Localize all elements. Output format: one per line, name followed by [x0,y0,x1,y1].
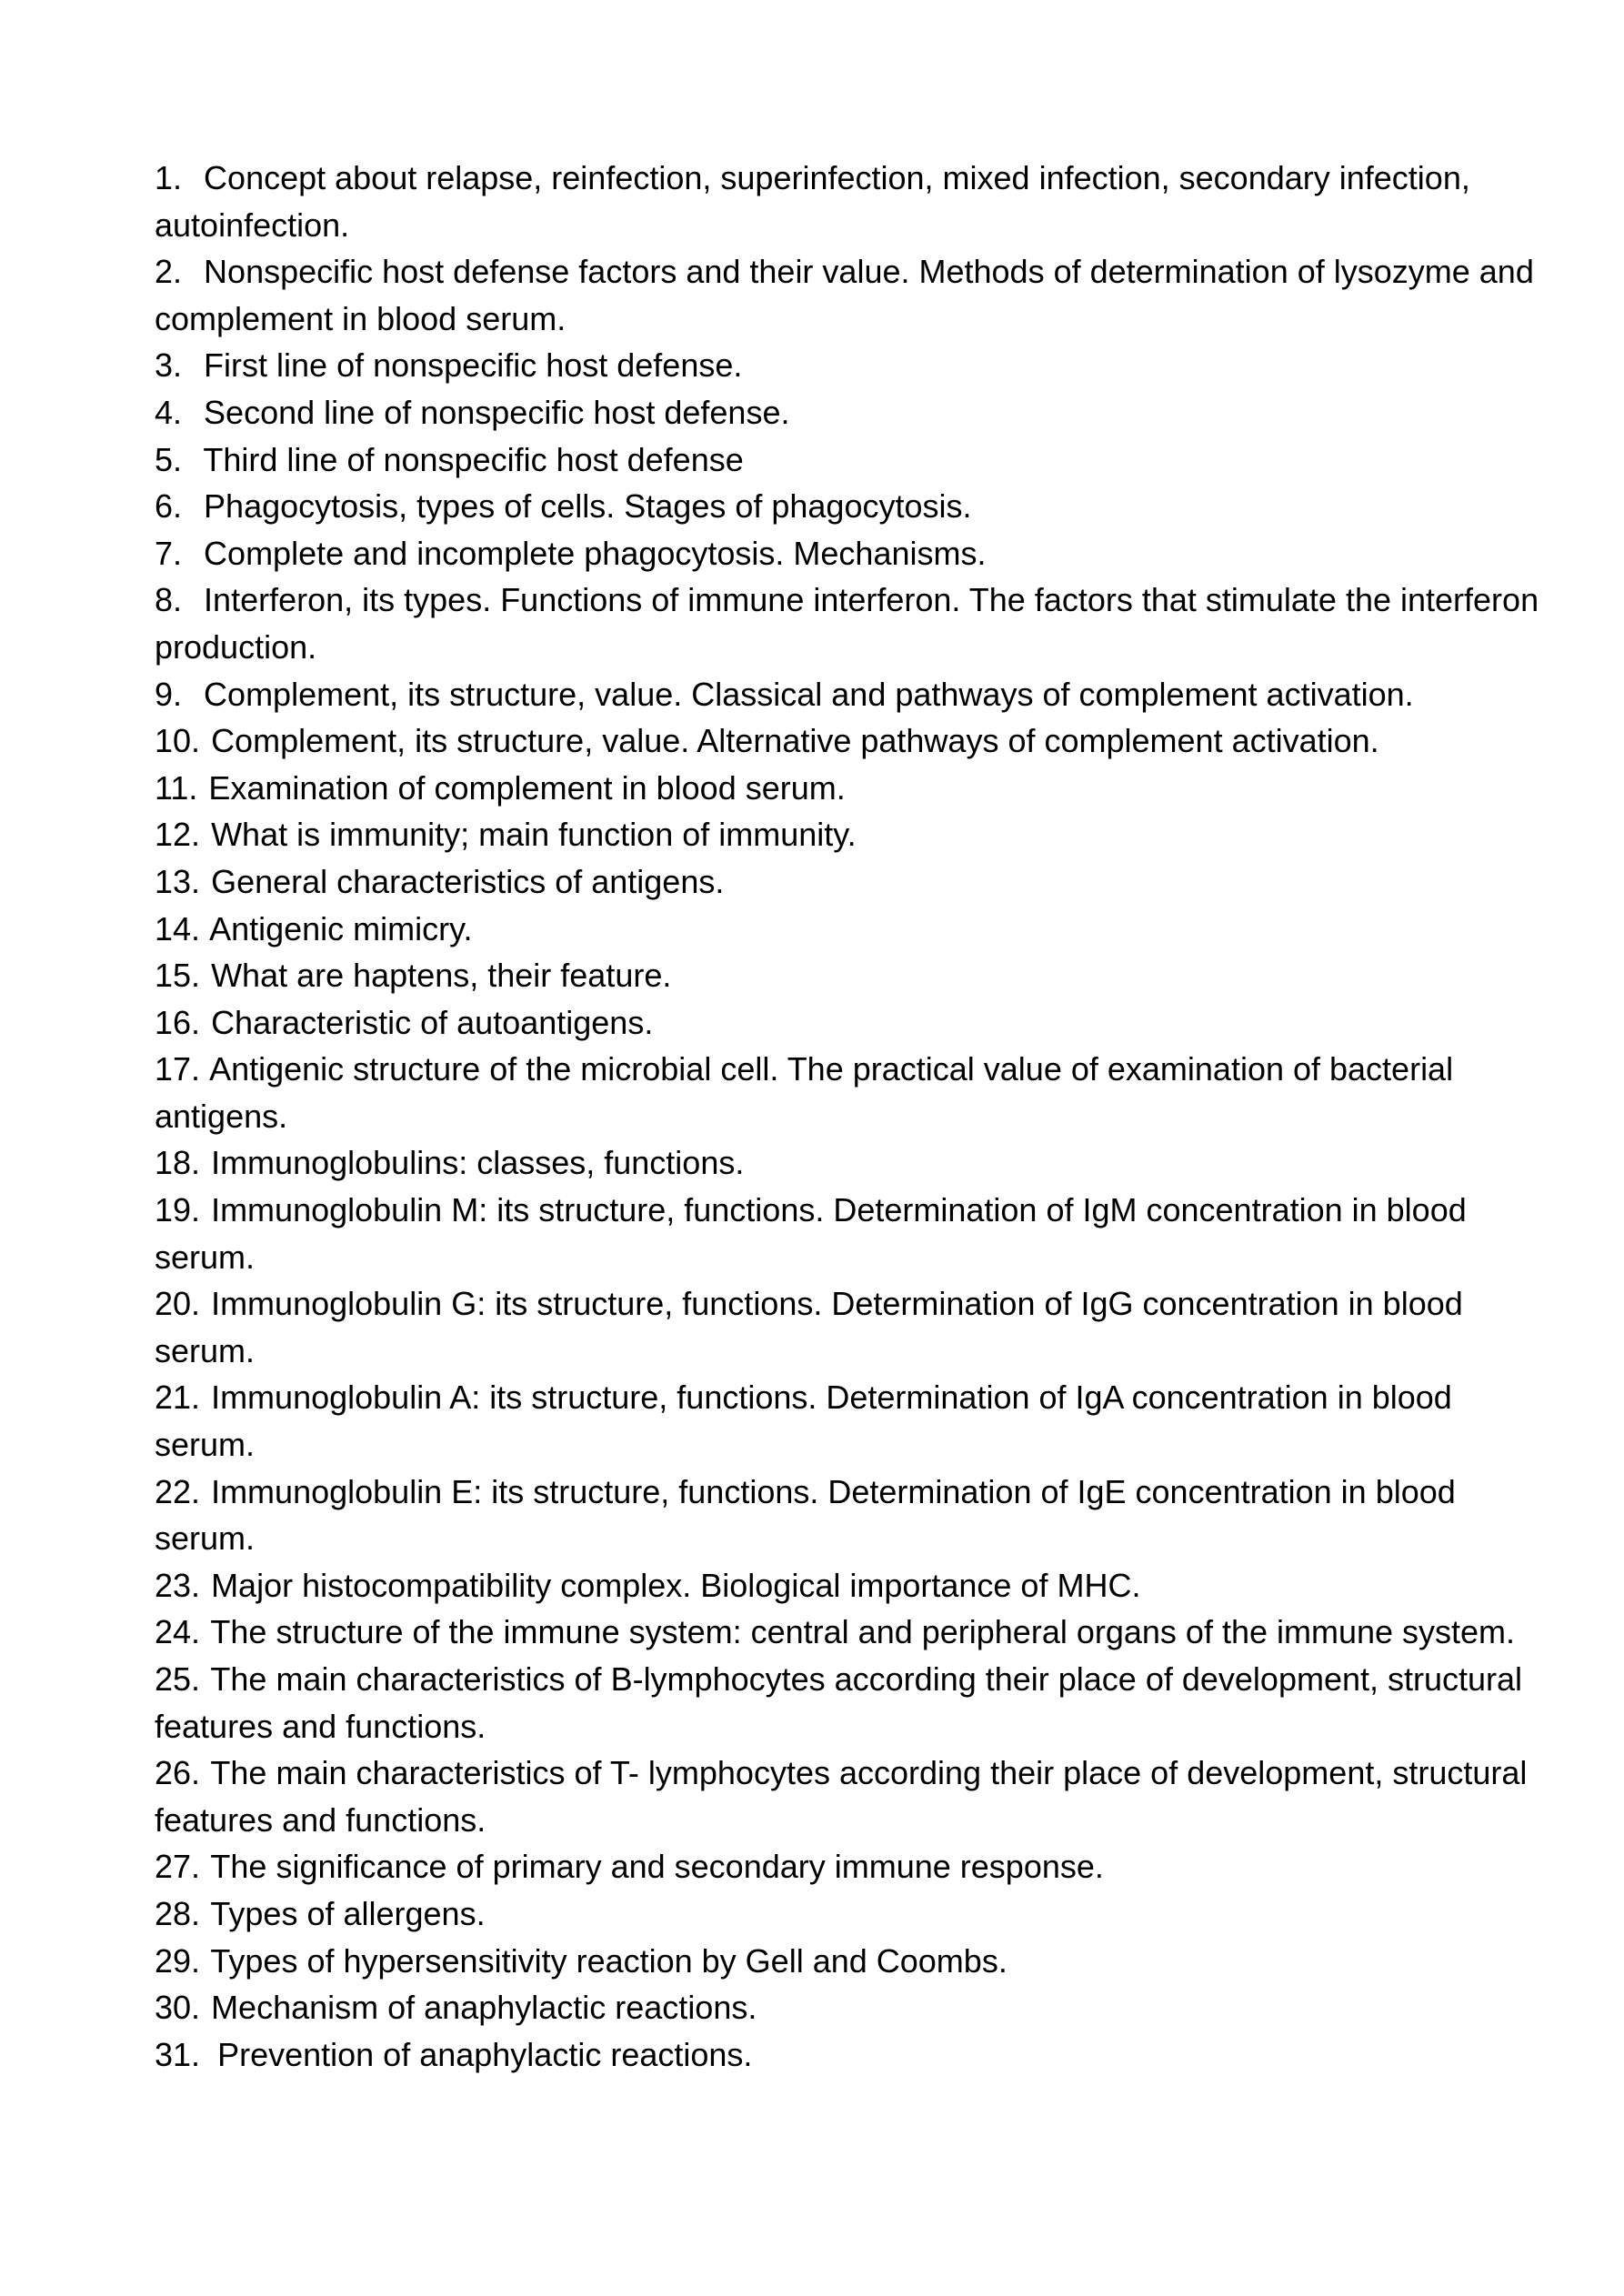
list-item [155,1984,1546,2031]
list-item [155,1843,1546,1890]
item-number: 19. [155,1191,201,1229]
item-number: 8. [155,581,183,619]
item-number: 28. [155,1894,201,1932]
item-text: The main characteristics of B-lymphocytes according their place of development, structural features and functions. [155,1660,1523,1745]
item-number: 21. [155,1379,201,1417]
item-text: Nonspecific host defense factors and their value. Methods of determination of lysozyme and complement in blood serum. [155,253,1534,337]
list-item [155,671,1546,718]
item-number: 2. [155,253,183,291]
list-item [155,1469,1546,1562]
item-number: 7. [155,534,183,572]
item-text: Third line of nonspecific host defense [203,440,744,478]
item-number: 16. [155,1003,201,1041]
item-text: Complement, its structure, value. Classical and pathways of complement activation. [204,675,1414,713]
item-number: 30. [155,1989,201,2027]
list-item [155,811,1546,858]
item-number: 25. [155,1660,201,1698]
item-text: Complete and incomplete phagocytosis. Mechanisms. [204,534,987,572]
item-text: Types of hypersensitivity reaction by Gell and Coombs. [210,1941,1007,1980]
list-item [155,1187,1546,1280]
item-number: 18. [155,1144,201,1182]
item-text: The main characteristics of T- lymphocytes according their place of development, structural features and functions. [155,1754,1528,1839]
item-text: Characteristic of autoantigens. [211,1003,654,1041]
item-text: Antigenic mimicry. [209,909,473,947]
list-item [155,389,1546,436]
item-text: Major histocompatibility complex. Biological importance of MHC. [211,1566,1141,1604]
item-text: Complement, its structure, value. Alternative pathways of complement activation. [211,722,1379,760]
list-item [155,342,1546,389]
list-item [155,155,1546,248]
item-text: Phagocytosis, types of cells. Stages of phagocytosis. [204,487,972,526]
item-text: Interferon, its types. Functions of immune interferon. The factors that stimulate the interferon production. [155,581,1539,666]
item-text: Immunoglobulins: classes, functions. [211,1144,745,1182]
list-item [155,1374,1546,1468]
question-list [155,155,1546,2078]
item-text: The significance of primary and secondary immune response. [210,1848,1104,1886]
item-text: Prevention of anaphylactic reactions. [217,2035,753,2073]
item-text: First line of nonspecific host defense. [204,346,743,385]
item-text: Antigenic structure of the microbial cell. The practical value of examination of bacterial antigens. [155,1050,1454,1135]
list-item [155,2031,1546,2079]
item-text: General characteristics of antigens. [211,862,725,900]
item-text: Second line of nonspecific host defense. [204,393,790,431]
item-text: The structure of the immune system: central and peripheral organs of the immune system. [210,1613,1516,1651]
item-number: 22. [155,1472,201,1510]
item-number: 5. [155,440,183,478]
item-number: 26. [155,1754,201,1792]
list-item [155,248,1546,342]
list-item [155,1609,1546,1656]
item-number: 23. [155,1566,201,1604]
list-item [155,483,1546,530]
list-item [155,906,1546,953]
item-text: Immunoglobulin A: its structure, functions. Determination of IgA concentration in blood serum. [155,1379,1452,1464]
list-item [155,1938,1546,1985]
item-number: 12. [155,816,201,854]
item-number: 29. [155,1941,201,1980]
item-number: 3. [155,346,183,385]
list-item [155,1139,1546,1187]
item-number: 17. [155,1050,201,1088]
list-item [155,1280,1546,1374]
item-number: 15. [155,957,201,995]
list-item [155,765,1546,812]
list-item [155,1890,1546,1938]
item-text: Immunoglobulin M: its structure, functions. Determination of IgM concentration in blood serum. [155,1191,1467,1276]
list-item [155,1046,1546,1139]
list-item [155,1562,1546,1609]
item-text: Immunoglobulin G: its structure, functions. Determination of IgG concentration in blood serum. [155,1285,1463,1369]
item-number: 20. [155,1285,201,1323]
item-number: 1. [155,159,183,196]
item-number: 9. [155,675,183,713]
item-number: 13. [155,862,201,900]
list-item [155,858,1546,906]
item-text: What are haptens, their feature. [211,957,672,995]
item-number: 11. [155,768,198,807]
item-number: 10. [155,722,201,760]
list-item [155,952,1546,999]
item-text: Concept about relapse, reinfection, superinfection, mixed infection, secondary infection, autoinfection. [155,159,1470,244]
item-text: Immunoglobulin E: its structure, functions. Determination of IgE concentration in blood serum. [155,1472,1456,1558]
item-number: 6. [155,487,183,526]
list-item [155,1750,1546,1843]
list-item [155,1656,1546,1750]
item-text: What is immunity; main function of immunity. [211,816,857,854]
item-text: Examination of complement in blood serum. [208,768,846,807]
item-number: 4. [155,393,183,431]
item-number: 31. [155,2035,201,2073]
list-item [155,530,1546,577]
item-text: Types of allergens. [210,1894,486,1932]
document-page [155,155,1546,2078]
list-item [155,999,1546,1047]
item-number: 24. [155,1613,201,1651]
item-number: 27. [155,1848,201,1886]
list-item [155,577,1546,670]
item-number: 14. [155,909,201,947]
list-item [155,717,1546,765]
list-item [155,436,1546,484]
item-text: Mechanism of anaphylactic reactions. [211,1989,757,2027]
